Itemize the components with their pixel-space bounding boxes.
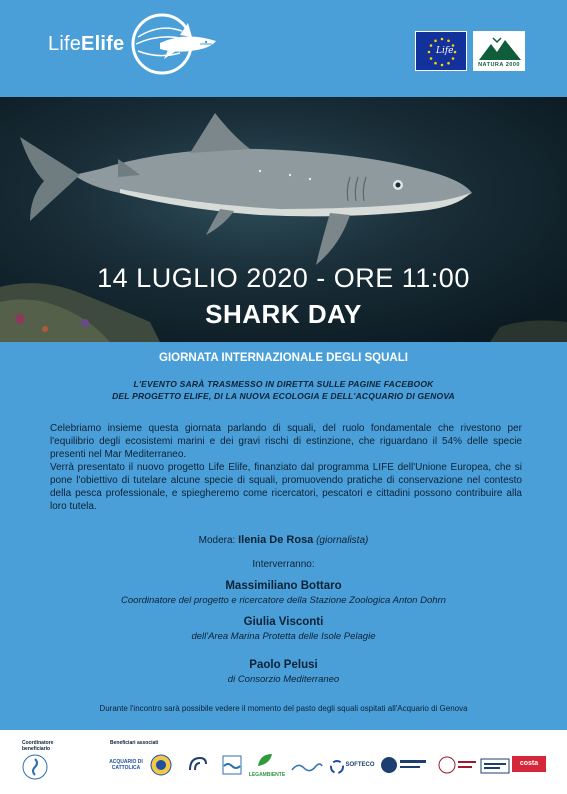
partner-seal-icon [150, 754, 172, 776]
moderator-role: (giornalista) [316, 535, 369, 546]
speakers-intro: Interverranno: [252, 559, 315, 570]
speaker-role: di Consorzio Mediterraneo [227, 674, 340, 685]
description-paragraph: Celebriamo insieme questa giornata parlando di squali, del ruolo fondamentale che rivestono per l'equilibrio degli ecosistemi marini e dei gravi rischi di estinzione, che riguardano il 54% delle specie presenti nel Mar Mediterraneo. [50, 423, 522, 460]
speaker-name: Giulia Visconti [243, 616, 324, 628]
university-seal-icon [438, 754, 478, 776]
speaker-item [0, 580, 567, 606]
broadcast-announcement: L'EVENTO SARÀ TRASMESSO IN DIRETTA SULLE PAGINE FACEBOOK DEL PROGETTO ELIFE, DI LA NUOVA ECOLOGIA E DELL'ACQUARIO DI GENOVA [112, 379, 455, 401]
partner-logos [415, 31, 525, 71]
coordinator-label: Coordinatore beneficiario [22, 740, 54, 752]
legambiente-logo: LEGAMBIENTE [248, 772, 286, 778]
footer-note: Durante l'incontro sarà possibile vedere il momento del pasto degli squali ospitati all'Acquario di Genova [99, 704, 468, 713]
logo-wordmark: LifeElife [48, 32, 125, 55]
shark-fish-icon [130, 13, 220, 75]
costa-logo: costa [512, 756, 546, 772]
universita-genova-logo [480, 758, 510, 774]
event-title: SHARK DAY [205, 299, 362, 329]
hero-banner [0, 97, 567, 342]
lifeelife-logo [48, 14, 220, 74]
mediterraneo-logo [290, 758, 324, 776]
natura-landscape-icon [475, 34, 525, 64]
associates-label: Beneficiari associati [110, 740, 159, 746]
speaker-name: Massimiliano Bottaro [225, 580, 342, 592]
eu-life-logo: Life [415, 31, 467, 71]
speaker-item [0, 616, 567, 642]
swirl-logo-icon [330, 760, 344, 774]
description-paragraph: Verrà presentato il nuovo progetto Life Elife, finanziato dal programma LIFE dell'Unione Europea, che si pone l'obiettivo di tutelare alcune specie di squali, promuovendo pratiche di conservazione nel contesto della pesca professionale, e spiegheremo come ricercatori, pescatori e cittadini possono contribuire alla loro tutela. [50, 462, 522, 512]
wave-institution-icon [222, 754, 242, 776]
moderator-line: Modera: Ilenia De Rosa (giornalista) [198, 534, 369, 546]
speaker-role: Coordinatore del progetto e ricercatore della Stazione Zoologica Anton Dohrn [121, 595, 446, 606]
event-subtitle: GIORNATA INTERNAZIONALE DEGLI SQUALI [159, 352, 408, 364]
acquario-cattolica-logo: ACQUARIO DI CATTOLICA [109, 759, 143, 771]
event-date: 14 LUGLIO 2020 - ORE 11:00 [97, 263, 470, 293]
softeco-logo: SOFTECO [345, 762, 375, 768]
stazione-zoologica-logo [22, 754, 48, 780]
consorzio-logo [380, 755, 428, 775]
speaker-name: Paolo Pelusi [249, 659, 318, 671]
legambiente-leaf-icon [256, 752, 274, 768]
cnr-logo-icon [186, 754, 210, 776]
header [0, 0, 567, 97]
natura2000-logo: NATURA 2000 [473, 31, 525, 71]
speaker-role: dell'Area Marina Protetta delle Isole Pelagie [191, 631, 376, 642]
event-description [50, 422, 522, 513]
speaker-item [0, 659, 567, 685]
sponsors-strip [0, 730, 567, 794]
moderator-name: Ilenia De Rosa [238, 534, 314, 546]
